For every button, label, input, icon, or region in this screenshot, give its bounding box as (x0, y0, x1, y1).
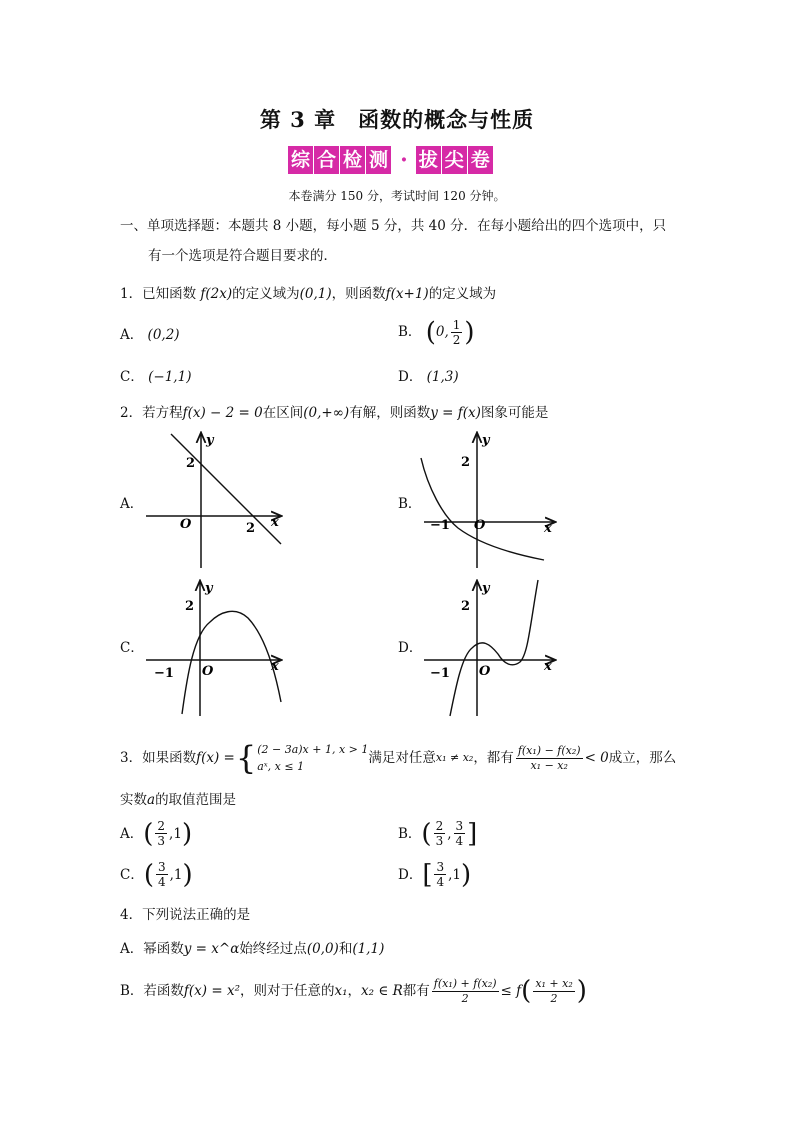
banner-char: 检 (340, 146, 365, 174)
y-axis-label: y (482, 581, 490, 596)
fraction-denominator: 3 (435, 834, 444, 848)
fraction-numerator: 3 (158, 860, 166, 874)
y-axis-label: y (482, 433, 490, 448)
section-heading-line1: 一、单项选择题：本题共 8 小题，每小题 5 分，共 40 分．在每小题给出的四个选项中，只 (120, 218, 667, 234)
question-text: 满足对任意 (368, 750, 436, 766)
math-expr: x₂ ∈ R (361, 983, 403, 999)
math-expr: (0,1) (299, 286, 332, 302)
math-expr: f(x) − 2 = 0 (182, 405, 263, 421)
option-text: 都有 (402, 983, 430, 999)
tick-label: 2 (461, 599, 471, 614)
q2-option-b-label[interactable]: B． (398, 496, 422, 512)
question-text: 下列说法正确的是 (142, 907, 251, 923)
question-text: 实数 (120, 792, 147, 808)
q1-option-c[interactable] (120, 367, 191, 387)
fraction-numerator: 2 (157, 819, 166, 833)
math-expr: f(x) = (196, 750, 235, 766)
math-expr: f(2x) (200, 286, 233, 302)
math-expr: x₁ ≠ x₂ (435, 751, 474, 764)
question-number: 2． (120, 405, 143, 421)
q2-option-d-label[interactable]: D． (398, 640, 423, 656)
option-value: (0,2) (147, 327, 180, 343)
tick-label: 2 (246, 521, 256, 536)
question-text: ，则函数 (331, 286, 386, 302)
graph-c[interactable] (140, 576, 290, 718)
fraction-denominator: x₁ − x₂ (530, 758, 568, 772)
q4-option-a[interactable] (120, 939, 384, 959)
q3-option-c[interactable]: C． ( $\frac{3}{4}$ ,1 ) (120, 859, 193, 890)
y-axis-label: y (205, 581, 213, 596)
option-value: (−1,1) (148, 369, 192, 385)
option-label: B． (120, 983, 144, 999)
option-label: D． (398, 369, 423, 385)
x-axis-label: x (544, 521, 552, 536)
math-expr: f(x+1) (385, 286, 429, 302)
question-text: 成立，那么 (608, 750, 677, 766)
banner-char: 综 (288, 146, 313, 174)
question-number: 3． (120, 750, 143, 766)
graph-curve (182, 611, 281, 714)
x-axis-label: x (271, 659, 279, 674)
exam-note: 本卷满分 150 分，考试时间 120 分钟。 (288, 189, 506, 203)
q1-option-a[interactable] (120, 325, 180, 345)
q2-option-c-label[interactable]: C． (120, 640, 144, 656)
fraction-numerator: 3 (436, 860, 445, 874)
math-expr: x₁ (334, 983, 348, 999)
option-label: C． (120, 866, 144, 883)
option-text: 若函数 (143, 983, 184, 999)
tick-label: −1 (430, 666, 450, 681)
math-expr: < 0 (584, 750, 609, 766)
option-text: ， (347, 983, 362, 999)
question-text: 的定义域为 (428, 286, 497, 302)
fraction-denominator: 3 (157, 834, 166, 848)
option-text: 幂函数 (143, 941, 184, 957)
banner-char: 拔 (416, 146, 441, 174)
option-text: 和 (338, 941, 353, 957)
section-heading-line2: 有一个选项是符合题目要求的． (148, 248, 337, 264)
question-1 (120, 284, 496, 304)
question-text: 的定义域为 (232, 286, 300, 302)
q3-option-b[interactable]: B． ( $\frac{2}{3}$ , $\frac{3}{4}$ ] (398, 818, 478, 849)
option-value: 0, (435, 324, 449, 340)
question-text: 若方程 (142, 405, 183, 421)
question-text: 有解，则函数 (349, 405, 431, 421)
math-expr: (0,+∞) (303, 405, 350, 421)
banner-char: 合 (314, 146, 339, 174)
fraction-denominator: 2 (550, 991, 558, 1005)
option-value: ,1 (169, 866, 183, 883)
banner (288, 145, 494, 175)
math-expr: y = x^α (183, 941, 240, 957)
question-text: 已知函数 (142, 286, 197, 302)
fraction-numerator: x₁ + x₂ (535, 976, 573, 990)
option-label: A． (120, 941, 144, 957)
graph-b[interactable] (418, 428, 560, 570)
question-4 (120, 905, 250, 925)
q3-option-d[interactable]: D． [ $\frac{3}{4}$ ,1 ) (398, 859, 472, 890)
banner-char: 测 (366, 146, 391, 174)
x-axis-label: x (271, 515, 279, 530)
origin-label: O (479, 664, 491, 679)
fraction-denominator: 4 (436, 875, 445, 889)
fraction-denominator: 2 (452, 333, 461, 347)
tick-label: 2 (185, 599, 195, 614)
q1-option-d[interactable] (398, 367, 459, 387)
origin-label: O (474, 518, 486, 533)
page-title: 第 3 章 函数的概念与性质 (259, 107, 535, 132)
question-3-line2 (120, 790, 236, 810)
question-text: ，都有 (473, 750, 514, 766)
question-number: 1． (120, 286, 143, 302)
option-text: 始终经过点 (239, 941, 307, 957)
option-value: ,1 (448, 866, 462, 883)
question-3: 3． 如果函数 f(x) = { (2 − 3a)x + 1, x > 1 aˣ, x ≤ 1 满足对任意 x₁ ≠ x₂ ，都有 $\frac{\text{f(x₁) − f(x₂)}}{\text{x₁ − x₂}}$ < 0 成立，那么 (120, 739, 677, 777)
option-label: B． (398, 324, 422, 340)
tick-label: 2 (186, 456, 196, 471)
math-expr: y = f(x) (430, 405, 481, 421)
q3-option-a[interactable]: A． ( $\frac{2}{3}$ ,1 ) (120, 818, 193, 849)
tick-label: 2 (461, 455, 471, 470)
graph-curve (421, 458, 544, 560)
x-axis-label: x (544, 659, 552, 674)
origin-label: O (202, 664, 214, 679)
fraction-numerator: 1 (452, 318, 461, 332)
fraction-denominator: 4 (158, 875, 166, 889)
option-value: ,1 (169, 825, 182, 842)
fraction-numerator: 3 (455, 819, 464, 833)
math-expr: (1,1) (352, 941, 385, 957)
graph-d[interactable] (418, 576, 560, 718)
math-expr: a (147, 792, 156, 808)
graph-a[interactable] (140, 428, 290, 570)
fraction-numerator: f(x₁) + f(x₂) (433, 976, 497, 990)
fraction-numerator: f(x₁) − f(x₂) (517, 743, 581, 757)
option-value: (1,3) (426, 369, 459, 385)
q4-option-b[interactable]: B． 若函数 f(x) = x² ，则对于任意的 x₁ ， x₂ ∈ R 都有 $\frac{\text{f(x₁) + f(x₂)}}{2}$ ≤ f ( $\frac{\text{x₁ + x₂}}{2}$ ) (120, 976, 587, 1006)
banner-char: 尖 (442, 146, 467, 174)
piecewise-case: (2 − 3a)x + 1, x > 1 (257, 743, 369, 756)
option-label: C． (120, 369, 144, 385)
banner-char: 卷 (468, 146, 493, 174)
fraction-numerator: 2 (435, 819, 444, 833)
question-text: 的取值范围是 (155, 792, 237, 808)
piecewise-case: aˣ, x ≤ 1 (257, 760, 305, 773)
q1-option-b[interactable]: B． (0, $\frac{1}{2}$ ) (398, 317, 475, 348)
option-label: B． (398, 825, 422, 842)
question-2 (120, 403, 548, 423)
fraction-denominator: 4 (455, 834, 464, 848)
math-expr: ≤ f (500, 983, 522, 999)
y-axis-label: y (206, 433, 214, 448)
question-text: 如果函数 (142, 750, 197, 766)
question-number: 4． (120, 907, 143, 923)
option-label: D． (398, 866, 423, 883)
tick-label: −1 (154, 666, 174, 681)
option-label: A． (120, 327, 144, 343)
question-text: 图象可能是 (480, 405, 549, 421)
origin-label: O (180, 517, 192, 532)
fraction-denominator: 2 (461, 991, 469, 1005)
math-expr: (0,0) (306, 941, 339, 957)
option-label: A． (120, 825, 144, 842)
math-expr: f(x) = x² (183, 983, 240, 999)
tick-label: −1 (430, 518, 450, 533)
question-text: 在区间 (262, 405, 304, 421)
q2-option-a-label[interactable]: A． (120, 496, 144, 512)
banner-dot: · (400, 147, 408, 173)
option-text: ，则对于任意的 (240, 983, 335, 999)
